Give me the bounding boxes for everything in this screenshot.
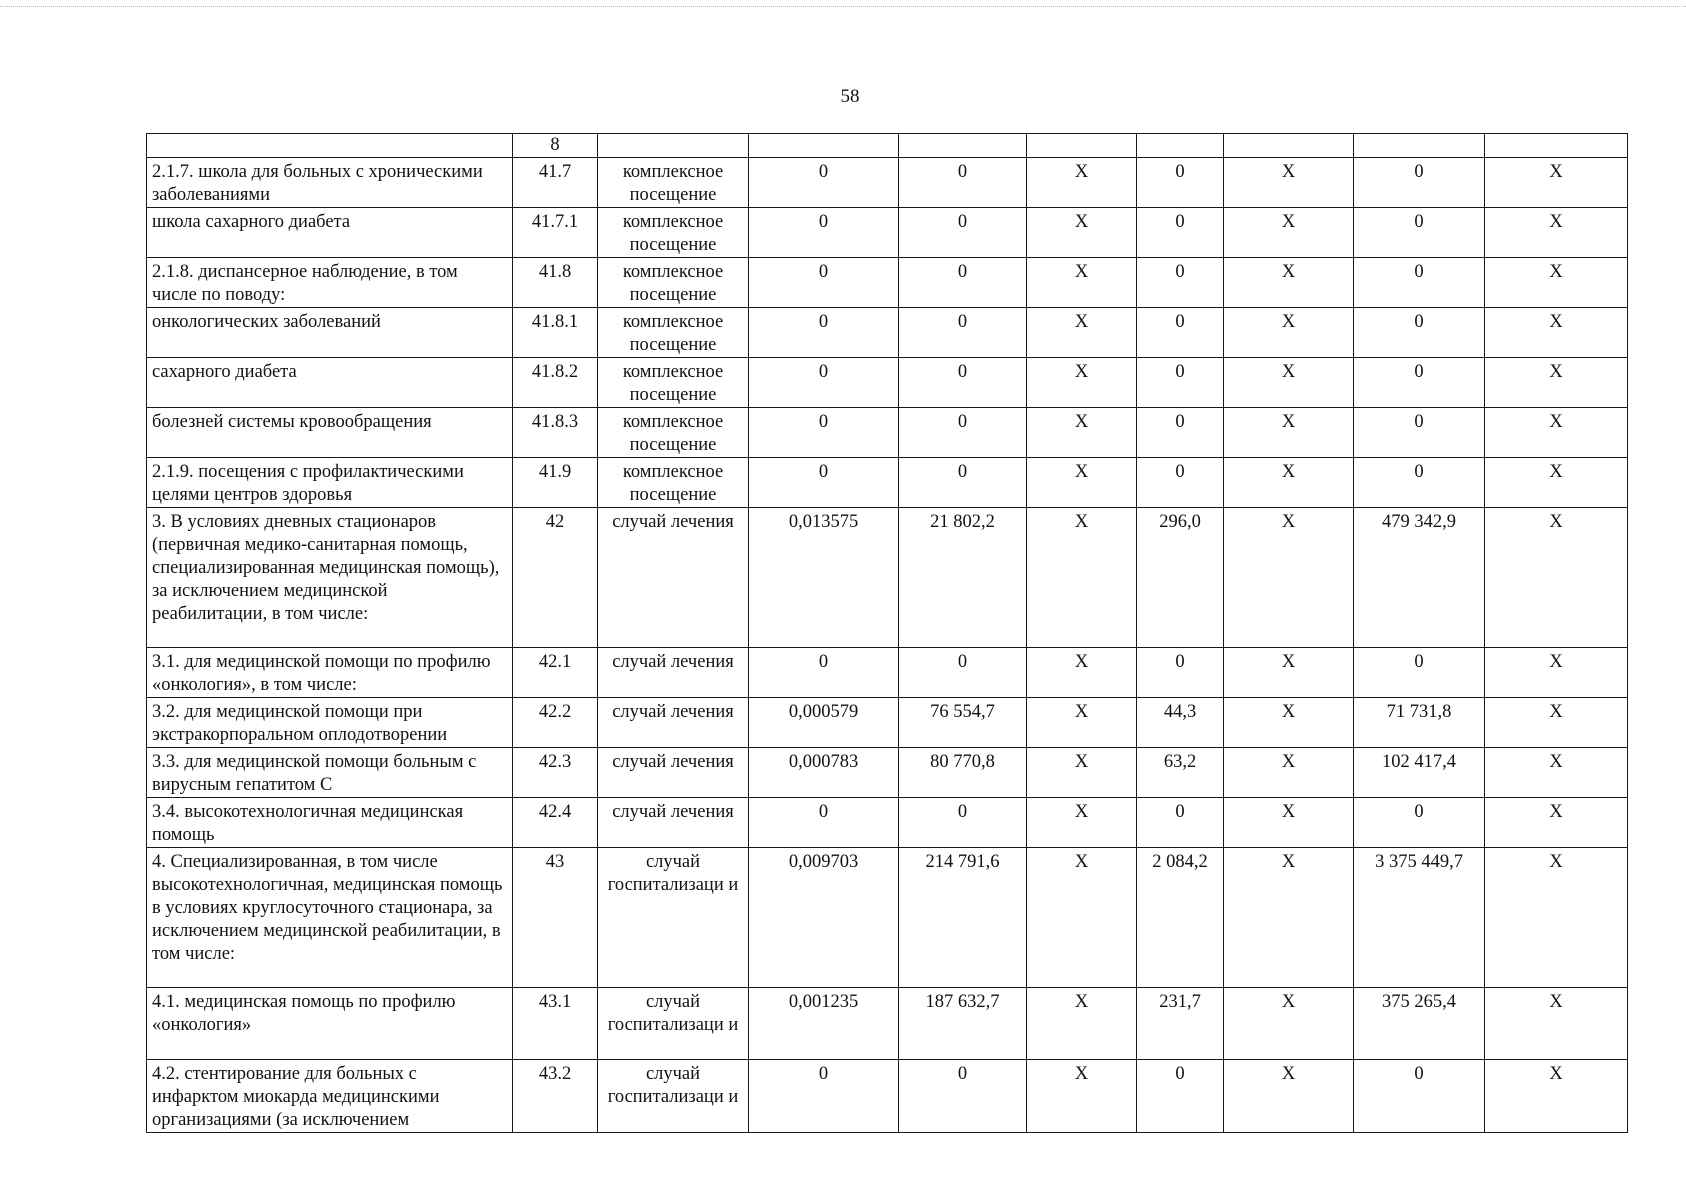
row-value-cell: X — [1027, 988, 1137, 1060]
header-cell — [147, 134, 513, 158]
row-value-cell: X — [1027, 1060, 1137, 1133]
row-value-cell: 71 731,8 — [1354, 698, 1485, 748]
row-value-cell: 0 — [1354, 798, 1485, 848]
header-cell — [1224, 134, 1354, 158]
row-value-cell: X — [1027, 258, 1137, 308]
row-value-cell: 0 — [1137, 798, 1224, 848]
row-unit-cell: случай лечения — [598, 698, 749, 748]
row-value-cell: X — [1224, 508, 1354, 648]
row-value-cell: X — [1224, 748, 1354, 798]
row-value-cell: 0 — [1354, 208, 1485, 258]
row-value-cell: 0 — [1354, 1060, 1485, 1133]
row-code-cell: 42.2 — [513, 698, 598, 748]
row-value-cell: X — [1027, 698, 1137, 748]
row-code-cell: 42.1 — [513, 648, 598, 698]
row-value-cell: X — [1027, 648, 1137, 698]
row-value-cell: X — [1027, 798, 1137, 848]
row-value-cell: 0 — [899, 308, 1027, 358]
row-value-cell: X — [1224, 648, 1354, 698]
row-value-cell: X — [1485, 798, 1628, 848]
row-value-cell: X — [1027, 308, 1137, 358]
row-value-cell: 0 — [1137, 648, 1224, 698]
row-value-cell: X — [1485, 208, 1628, 258]
row-value-cell: 0 — [1354, 308, 1485, 358]
row-value-cell: 0 — [749, 358, 899, 408]
header-cell — [598, 134, 749, 158]
row-value-cell: 0 — [1137, 458, 1224, 508]
row-name-cell: 4. Специализированная, в том числе высокотехнологичная, медицинская помощь в условиях круглосуточного стационара, за исключением медицинской реабилитации, в том числе: — [147, 848, 513, 988]
row-value-cell: X — [1027, 458, 1137, 508]
row-name-cell: 2.1.9. посещения с профилактическими целями центров здоровья — [147, 458, 513, 508]
row-unit-cell: комплексное посещение — [598, 458, 749, 508]
row-value-cell: 0,013575 — [749, 508, 899, 648]
table-row — [147, 848, 1628, 988]
row-value-cell: X — [1224, 798, 1354, 848]
table-row — [147, 648, 1628, 698]
row-unit-cell: случай лечения — [598, 508, 749, 648]
row-name-cell: онкологических заболеваний — [147, 308, 513, 358]
row-code-cell: 41.8 — [513, 258, 598, 308]
row-name-cell: 3.4. высокотехнологичная медицинская помощь — [147, 798, 513, 848]
row-value-cell: 0 — [899, 258, 1027, 308]
row-name-cell: сахарного диабета — [147, 358, 513, 408]
row-name-cell: школа сахарного диабета — [147, 208, 513, 258]
row-value-cell: X — [1224, 698, 1354, 748]
header-cell — [1485, 134, 1628, 158]
row-value-cell: 2 084,2 — [1137, 848, 1224, 988]
row-name-cell: 3.2. для медицинской помощи при экстракорпоральном оплодотворении — [147, 698, 513, 748]
row-name-cell: 4.1. медицинская помощь по профилю «онкология» — [147, 988, 513, 1060]
row-value-cell: 80 770,8 — [899, 748, 1027, 798]
row-code-cell: 43.1 — [513, 988, 598, 1060]
row-value-cell: X — [1027, 508, 1137, 648]
row-value-cell: 21 802,2 — [899, 508, 1027, 648]
row-value-cell: X — [1224, 208, 1354, 258]
row-unit-cell: комплексное посещение — [598, 158, 749, 208]
row-value-cell: X — [1485, 458, 1628, 508]
row-value-cell: 0 — [749, 158, 899, 208]
row-code-cell: 41.8.1 — [513, 308, 598, 358]
row-unit-cell: случай госпитализаци и — [598, 1060, 749, 1133]
row-value-cell: 0 — [1137, 408, 1224, 458]
row-value-cell: 0 — [749, 1060, 899, 1133]
row-value-cell: 0 — [749, 458, 899, 508]
scan-edge-line — [0, 6, 1686, 7]
row-value-cell: X — [1485, 308, 1628, 358]
row-value-cell: 0 — [749, 208, 899, 258]
row-value-cell: 0 — [899, 158, 1027, 208]
row-value-cell: X — [1027, 208, 1137, 258]
table-row — [147, 358, 1628, 408]
row-value-cell: 296,0 — [1137, 508, 1224, 648]
row-value-cell: X — [1224, 158, 1354, 208]
row-value-cell: X — [1485, 848, 1628, 988]
row-name-cell: 3.3. для медицинской помощи больным с вирусным гепатитом С — [147, 748, 513, 798]
row-unit-cell: случай госпитализаци и — [598, 848, 749, 988]
row-value-cell: X — [1224, 258, 1354, 308]
row-value-cell: X — [1224, 988, 1354, 1060]
row-code-cell: 43 — [513, 848, 598, 988]
row-value-cell: 0 — [899, 358, 1027, 408]
row-value-cell: 0,000783 — [749, 748, 899, 798]
row-unit-cell: комплексное посещение — [598, 358, 749, 408]
row-code-cell: 41.7 — [513, 158, 598, 208]
row-value-cell: X — [1485, 1060, 1628, 1133]
row-value-cell: 0 — [1137, 308, 1224, 358]
row-value-cell: 0 — [1137, 158, 1224, 208]
header-cell — [1137, 134, 1224, 158]
row-unit-cell: комплексное посещение — [598, 208, 749, 258]
row-code-cell: 41.8.2 — [513, 358, 598, 408]
row-value-cell: 0 — [1354, 358, 1485, 408]
row-value-cell: 187 632,7 — [899, 988, 1027, 1060]
table-row — [147, 988, 1628, 1060]
row-value-cell: X — [1027, 408, 1137, 458]
row-value-cell: 44,3 — [1137, 698, 1224, 748]
header-cell: 8 — [513, 134, 598, 158]
row-value-cell: 0 — [1354, 158, 1485, 208]
row-value-cell: X — [1027, 848, 1137, 988]
table-row — [147, 158, 1628, 208]
table-row — [147, 1060, 1628, 1133]
table-row — [147, 798, 1628, 848]
row-value-cell: 231,7 — [1137, 988, 1224, 1060]
header-cell — [749, 134, 899, 158]
table-row — [147, 698, 1628, 748]
row-value-cell: 375 265,4 — [1354, 988, 1485, 1060]
row-value-cell: X — [1485, 258, 1628, 308]
page-number: 58 — [840, 86, 860, 107]
row-value-cell: X — [1224, 848, 1354, 988]
row-name-cell: 2.1.8. диспансерное наблюдение, в том числе по поводу: — [147, 258, 513, 308]
row-value-cell: X — [1224, 458, 1354, 508]
row-code-cell: 41.7.1 — [513, 208, 598, 258]
table-row — [147, 408, 1628, 458]
table-row — [147, 748, 1628, 798]
row-value-cell: X — [1027, 748, 1137, 798]
row-value-cell: 0 — [749, 648, 899, 698]
row-value-cell: 0 — [899, 1060, 1027, 1133]
row-value-cell: 0 — [899, 208, 1027, 258]
row-code-cell: 43.2 — [513, 1060, 598, 1133]
row-name-cell: 4.2. стентирование для больных с инфарктом миокарда медицинскими организациями (за исключением — [147, 1060, 513, 1133]
row-value-cell: X — [1027, 158, 1137, 208]
row-value-cell: 0 — [1354, 258, 1485, 308]
row-code-cell: 41.9 — [513, 458, 598, 508]
row-value-cell: 0,001235 — [749, 988, 899, 1060]
row-value-cell: 0 — [1354, 408, 1485, 458]
row-value-cell: X — [1485, 648, 1628, 698]
row-value-cell: X — [1485, 988, 1628, 1060]
row-value-cell: 0 — [899, 648, 1027, 698]
row-value-cell: X — [1027, 358, 1137, 408]
row-unit-cell: комплексное посещение — [598, 308, 749, 358]
row-unit-cell: случай лечения — [598, 798, 749, 848]
row-value-cell: 0 — [1137, 358, 1224, 408]
row-unit-cell: случай лечения — [598, 748, 749, 798]
row-value-cell: 0,000579 — [749, 698, 899, 748]
row-value-cell: 214 791,6 — [899, 848, 1027, 988]
row-code-cell: 42 — [513, 508, 598, 648]
table-row — [147, 258, 1628, 308]
row-value-cell: 0 — [749, 308, 899, 358]
row-value-cell: 0 — [899, 408, 1027, 458]
row-value-cell: 0 — [899, 798, 1027, 848]
row-unit-cell: случай госпитализаци и — [598, 988, 749, 1060]
row-value-cell: 0 — [749, 258, 899, 308]
row-value-cell: 479 342,9 — [1354, 508, 1485, 648]
row-value-cell: 0 — [1354, 458, 1485, 508]
row-value-cell: X — [1485, 158, 1628, 208]
row-value-cell: 0 — [749, 798, 899, 848]
row-value-cell: X — [1485, 358, 1628, 408]
row-name-cell: 2.1.7. школа для больных с хроническими заболеваниями — [147, 158, 513, 208]
row-unit-cell: случай лечения — [598, 648, 749, 698]
row-code-cell: 41.8.3 — [513, 408, 598, 458]
row-name-cell: 3.1. для медицинской помощи по профилю «онкология», в том числе: — [147, 648, 513, 698]
row-value-cell: 0 — [1137, 258, 1224, 308]
row-code-cell: 42.3 — [513, 748, 598, 798]
row-value-cell: X — [1224, 408, 1354, 458]
row-unit-cell: комплексное посещение — [598, 408, 749, 458]
table-row — [147, 458, 1628, 508]
header-cell — [899, 134, 1027, 158]
row-value-cell: X — [1485, 408, 1628, 458]
data-table — [146, 133, 1628, 1133]
row-value-cell: X — [1224, 358, 1354, 408]
row-value-cell: 0 — [899, 458, 1027, 508]
row-value-cell: X — [1485, 508, 1628, 648]
table-body — [147, 134, 1628, 1133]
row-value-cell: 0 — [1354, 648, 1485, 698]
row-value-cell: 3 375 449,7 — [1354, 848, 1485, 988]
table-row — [147, 508, 1628, 648]
column-number-row — [147, 134, 1628, 158]
row-value-cell: 0 — [1137, 208, 1224, 258]
row-value-cell: 102 417,4 — [1354, 748, 1485, 798]
row-value-cell: 63,2 — [1137, 748, 1224, 798]
table-row — [147, 208, 1628, 258]
row-value-cell: 0,009703 — [749, 848, 899, 988]
row-value-cell: 76 554,7 — [899, 698, 1027, 748]
table-row — [147, 308, 1628, 358]
row-value-cell: X — [1224, 308, 1354, 358]
row-unit-cell: комплексное посещение — [598, 258, 749, 308]
row-value-cell: 0 — [749, 408, 899, 458]
header-cell — [1027, 134, 1137, 158]
row-code-cell: 42.4 — [513, 798, 598, 848]
row-name-cell: 3. В условиях дневных стационаров (первичная медико-санитарная помощь, специализированная медицинская помощь), за исключением медицинской реабилитации, в том числе: — [147, 508, 513, 648]
row-value-cell: X — [1224, 1060, 1354, 1133]
header-cell — [1354, 134, 1485, 158]
row-value-cell: 0 — [1137, 1060, 1224, 1133]
row-value-cell: X — [1485, 748, 1628, 798]
row-value-cell: X — [1485, 698, 1628, 748]
row-name-cell: болезней системы кровообращения — [147, 408, 513, 458]
